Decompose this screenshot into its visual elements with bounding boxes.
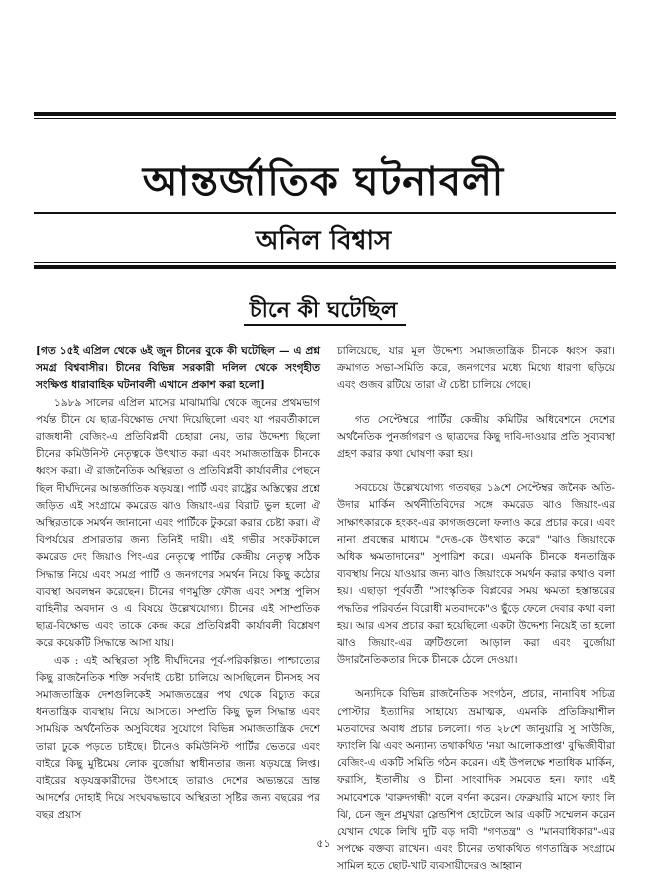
body-paragraph: এক : এই অস্থিরতা সৃষ্টি দীর্ঘদিনের পূর্ব-পরিকল্পিত। পাশ্চাত্যের কিছু রাজনৈতিক শক্তি সর্বদাই চেষ্টা চালিয়ে আসছিলেন চীনসহ সব সমাজতান্ত্রিক দেশগুলিকেই সমাজতন্ত্রের পথ থেকে বিচ্যুত করে ধনতান্ত্রিক ব্যবস্থায় নিয়ে আসতে। সম্প্রতি কিছু ভুল সিদ্ধান্ত এবং সাময়িক অর্থনৈতিক অসুবিধের সুযোগে বিভিন্ন সমাজতান্ত্রিক দেশে তারা ঢুকে পড়তে চাইছে। চীনেও কমিউনিস্ট পার্টির ভেতরে এবং বাইরে কিছু মুষ্টিমেয় লোক বুর্জোয়া স্বাধীনতার জন্য ষড়যন্ত্রে লিপ্ত। বাইরের ষড়যন্ত্রকারীদের উৎসাহে তারাও দেশের অভ্যন্তরে ভ্রান্ত আদর্শের দোহাই দিয়ে সংঘবদ্ধভাবে অস্থিরতা সৃষ্টির জন্য বছরের পর বছর প্রয়াস: [36, 654, 320, 822]
page-number: ৫১: [316, 837, 331, 850]
body-paragraph: সবচেয়ে উল্লেখযোগ্য গতবছর ১৯শে সেপ্টেম্বর জনৈক অতি-উদার মার্কিন অর্থনীতিবিদের সঙ্গে কমরেড ঝাও জিয়াং-এর সাক্ষাৎকারকে হংকং-এর কাগজগুলো ফলাও করে প্রচার করে। এবং নানা প্রবন্ধের মাধ্যমে "দেঙ-কে উৎখাত করে" "ঝাও জিয়াংকে অধিক ক্ষমতাদানের" সুপারিশ করে। এমনকি চীনকে ধনতান্ত্রিক ব্যবস্থায় নিয়ে যাওয়ার জন্য ঝাও জিয়াংকে সমর্থন করার কথাও বলা হয়। এছাড়া পূর্ববর্তী "সাংস্কৃতিক বিপ্লবের সময় ক্ষমতা হস্তান্তরের পদ্ধতির পরিবর্তন বিরোধী মতবাদকে"ও ছুঁড়ে ফেলে দেবার কথা বলা হয়। আর এসব প্রচার করা হয়েছিলো একটা উদ্দেশ্য নিয়েই তা হলো ঝাও জিয়াং-এর ত্রুটিগুলো আড়াল করা এবং বুর্জোয়া উদারনৈতিকতার দিকে চীনকে ঠেলে দেওয়া।: [337, 482, 615, 667]
body-paragraph: গত সেপ্টেম্বরে পার্টির কেন্দ্রীয় কমিটির অধিবেশনে দেশের অর্থনৈতিক পুনর্জাগরণ ও ছাত্রদের কিছু দাবি-দাওয়ার প্রতি সুব্যবস্থা গ্রহণ করার কথা ঘোষণা করা হয়।: [337, 413, 615, 461]
left-column: [36, 343, 320, 825]
body-paragraph: ১৯৮৯ সালের এপ্রিল মাসের মাঝামাঝি থেকে জুনের প্রথমভাগ পর্যন্ত চীনে যে ছাত্র-বিক্ষোভ দেখা দিয়েছিলো এবং যা পরবর্তীকালে রাজধানী বেজিং-এ প্রতিবিপ্লবী চেহারা নেয়, তার উদ্দেশ্য ছিলো চীনের কমিউনিস্ট নেতৃত্বকে উৎখাত করা এবং সমাজতান্ত্রিক চীনকে ধ্বংস করা। ঐ রাজনৈতিক অস্থিরতা ও প্রতিবিপ্লবী কার্যাবলীর পেছনে ছিল দীর্ঘদিনের আন্তর্জাতিক ষড়যন্ত্র। পার্টি এবং রাষ্ট্রের অস্তিত্বের প্রশ্নে জড়িত এই সংগ্রামে কমরেড ঝাও জিয়াং-এর বিরাট ভুল হলো ঐ অস্থিরতাকে সমর্থন জানানো এবং পার্টিকে টুকরো করার চেষ্টা করা। ঐ বিপর্যয়ের প্রসারতার জন্য তিনিই দায়ী। এই গভীর সংকটকালে কমরেড দেং জিয়াও পিং-এর নেতৃত্বে পার্টির কেন্দ্রীয় নেতৃত্ব সঠিক সিদ্ধান্ত নিয়ে এবং সমগ্র পার্টি ও জনগণের সমর্থন নিয়ে কিছু কঠোর ব্যবস্থা অবলম্বন করেছেন। চীনের গণমুক্তি ফৌজ এবং সশস্ত্র পুলিস বাহিনীর অবদান ও এ বিষয়ে উল্লেখযোগ্য। চীনের এই সাম্প্রতিক ছাত্র-বিক্ষোভ এবং তাকে কেন্দ্র করে প্রতিবিপ্লবী কার্যাবলী বিশ্লেষণ করে কয়েকটি সিদ্ধান্তে আসা যায়।: [36, 396, 320, 650]
page-title: আন্তর্জাতিক ঘটনাবলী: [142, 158, 505, 205]
top-rule-thin: [34, 118, 616, 119]
author-rule-thin: [34, 262, 616, 263]
intro-paragraph: [গত ১৫ই এপ্রিল থেকে ৬ই জুন চীনের বুকে কী ঘটেছিল — এ প্রশ্ন সমগ্র বিশ্ববাসীর। চীনের বিভিন্ন সরকারী দলিল থেকে সংগৃহীত সংক্ষিপ্ত ধারাবাহিক ঘটনাবলী এখানে প্রকাশ করা হলো]: [36, 345, 320, 392]
title-rule: [34, 212, 616, 214]
section-heading-underline: [244, 324, 406, 326]
author-name: অনিল বিশ্বাস: [255, 226, 392, 256]
author-rule-thick: [34, 265, 616, 269]
right-column: [337, 343, 615, 876]
body-paragraph: অন্যদিকে বিভিন্ন রাজনৈতিক সংগঠন, প্রচার, নানাবিধ সচিত্র পোস্টার ইত্যাদির সাহায্যে ভ্রমাত্মক, এমনকি প্রতিক্রিয়াশীল মতবাদের অবাধ প্রচার চললো। গত ২৮শে জানুয়ারি সু সাউজি, ফ্যাংলি ঝি এবং অন্যান্য তথাকথিত 'নয়া আলোকপ্রাপ্ত' বুদ্ধিজীবীরা বেজিং-এ একটি সমিতি গঠন করেন। এই উপলক্ষে শতাধিক মার্কিন, ফরাসি, ইতালীয় ও চীনা সাংবাদিক সমবেত হন। ফ্যাং এই সমাবেশকে 'বারুদগন্ধী' বলে বর্ণনা করেন। ফেব্রুয়ারি মাসে ফ্যাং লি ঝি, চেন জুন প্রমুখরা স্লেন্ডশিপ হোটেলে আর একটি সম্মেলন করেন যেখান থেকে লিখি দুটি বড় দাবী "গণতন্ত্র" ও "মানবাধিকার"-এর সপক্ষে বক্তব্য রাখেন। এবং চীনের তথাকথিত গণতান্ত্রিক সংগ্রামে সামিল হতে ছোট-খাট ব্যবসায়ীদেরও আহ্বান: [337, 688, 615, 873]
top-rule-thick: [34, 112, 616, 116]
section-heading: চীনে কী ঘটেছিল: [249, 297, 398, 323]
body-paragraph: চালিয়েছে, যার মূল উদ্দেশ্য সমাজতান্ত্রিক চীনকে ধ্বংস করা। ক্রমাগত সভা-সমিতি করে, জনগণের মধ্যে মিথ্যে ধারণা ছড়িয়ে এবং গুজব রটিয়ে তারা ঐ চেষ্টা চালিয়ে গেছে।: [337, 345, 615, 392]
